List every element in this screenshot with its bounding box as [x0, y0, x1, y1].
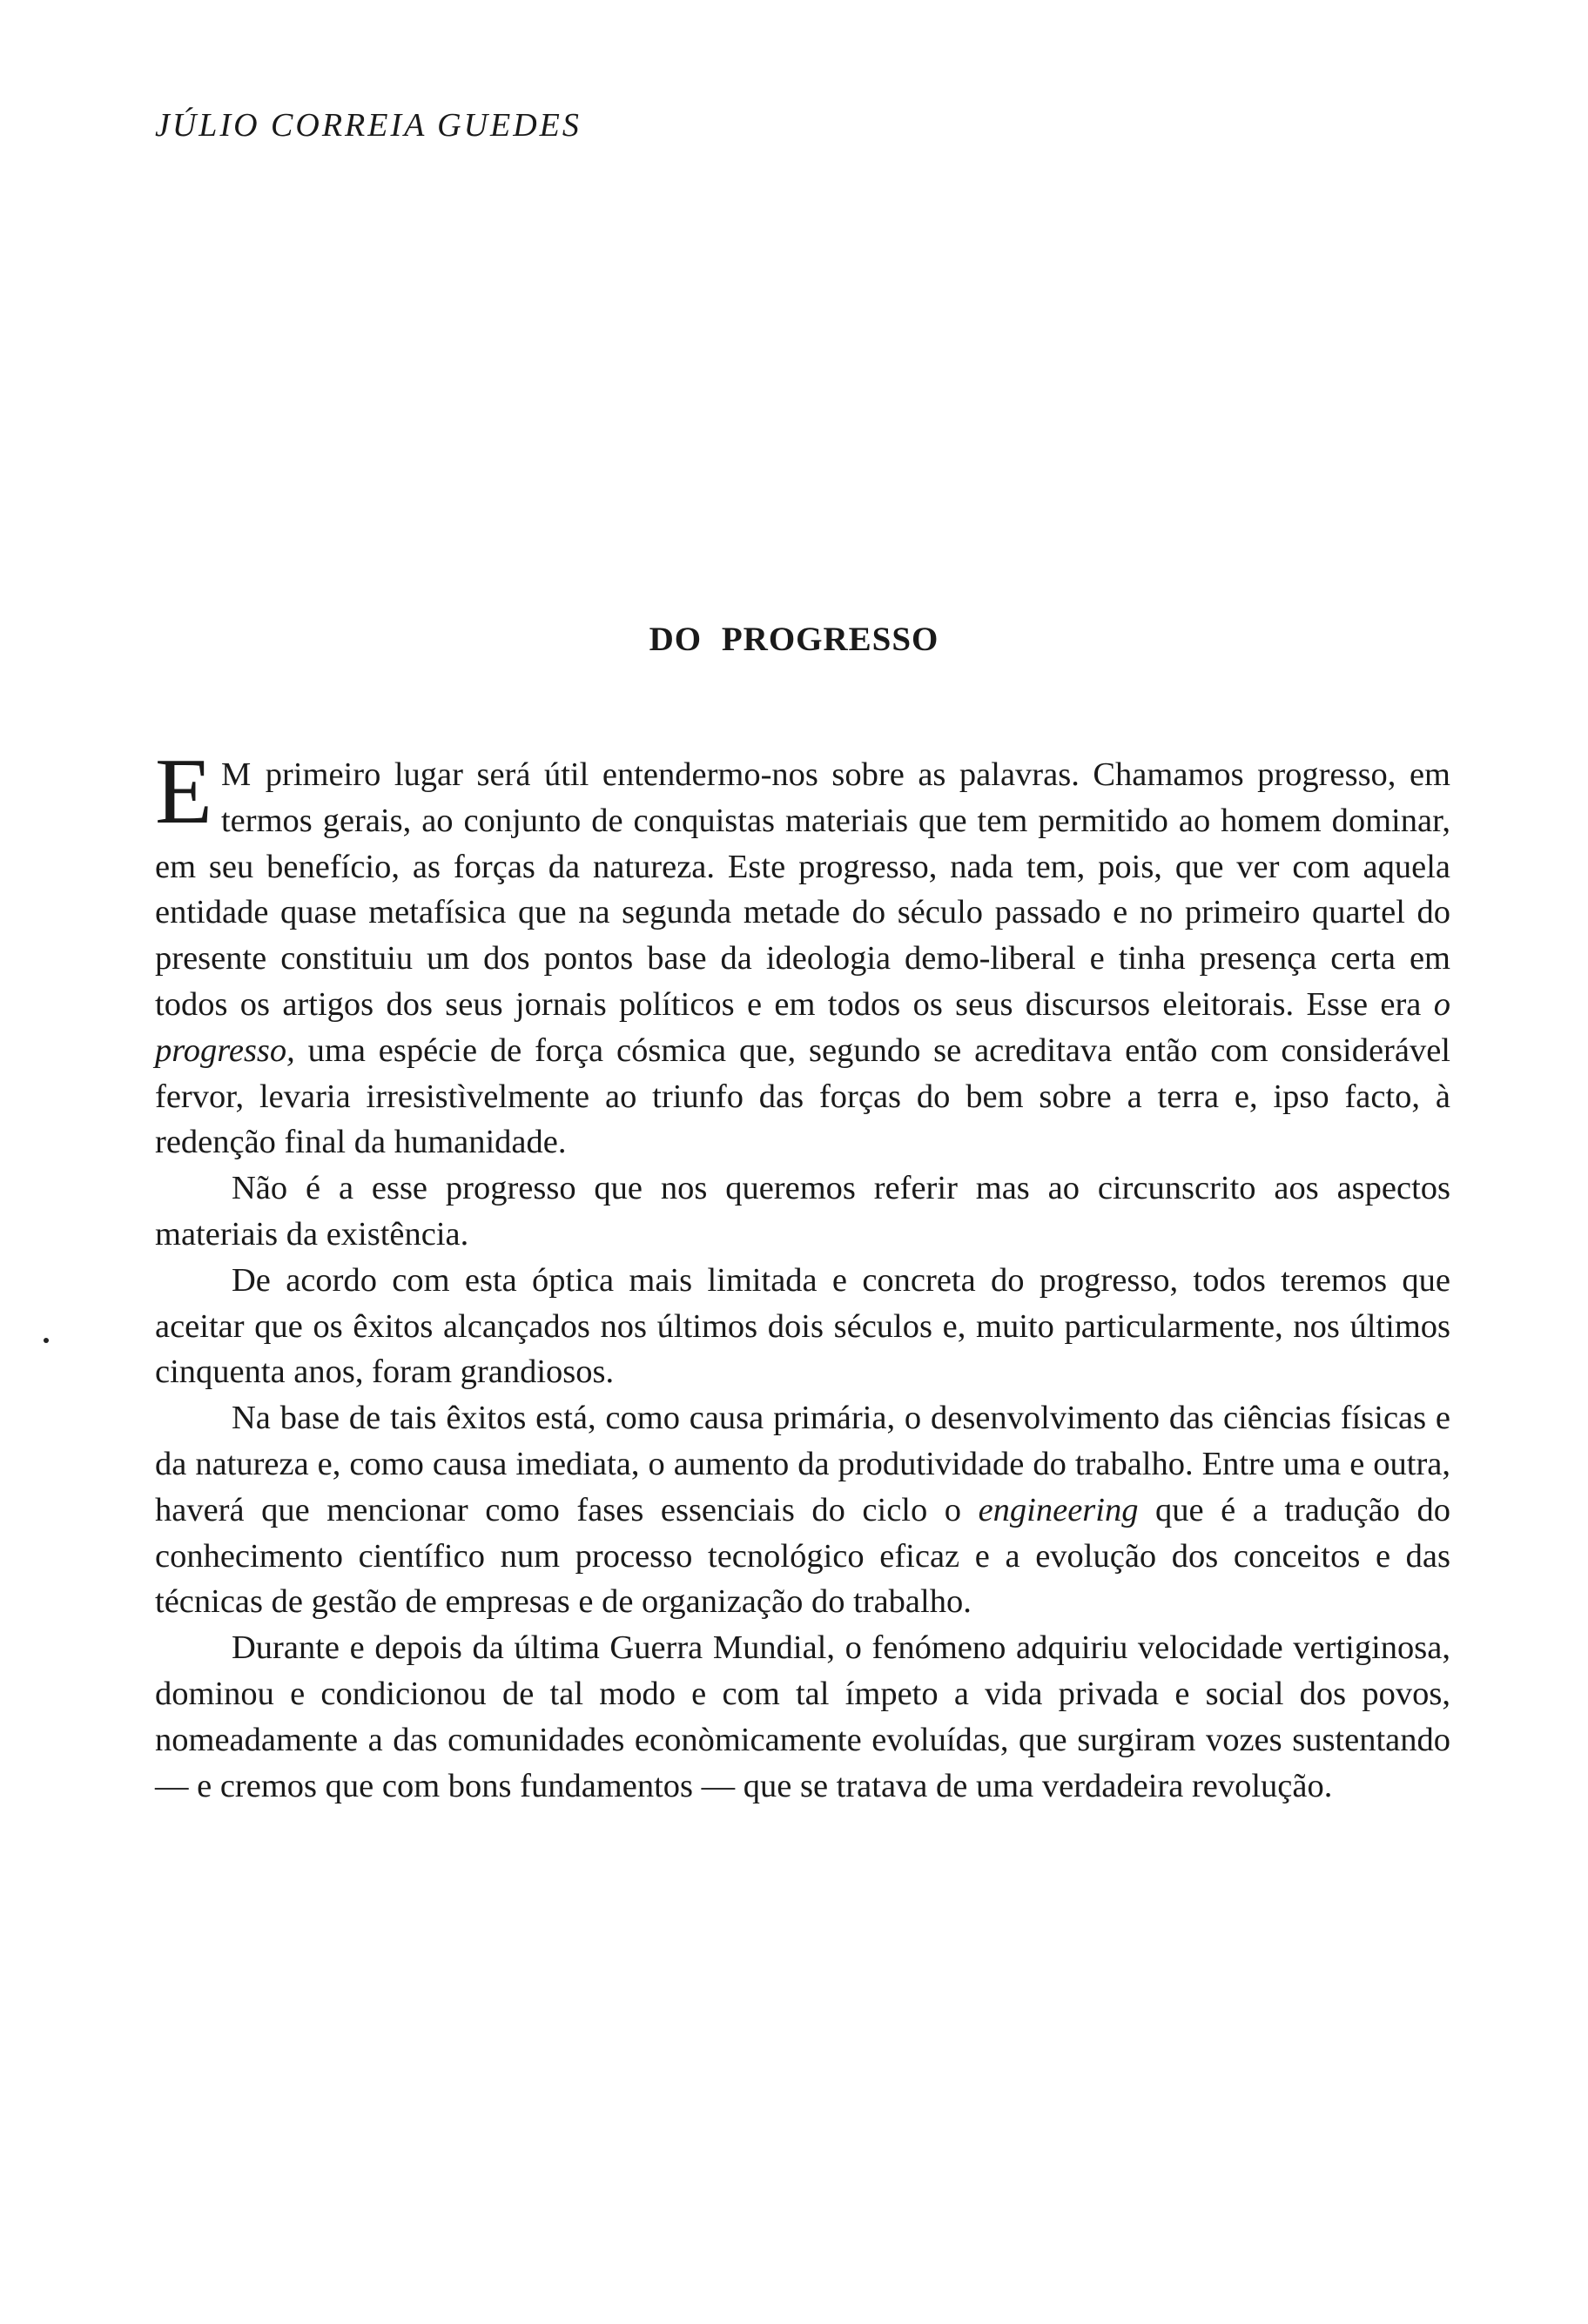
paragraph-2: Não é a esse progresso que nos queremos referir mas ao circunscrito aos aspectos materiais da existência.	[155, 1170, 1450, 1253]
paragraph-1-emphasis: o progresso,	[155, 985, 1450, 1069]
running-head: JÚLIO CORREIA GUEDES	[155, 107, 582, 144]
body-text	[155, 740, 1450, 1809]
paragraph-1	[155, 740, 1450, 1165]
paragraph-1-text-a: primeiro lugar será útil entendermo-nos sobre as palavras. Chamamos progresso, em termos gerais, ao conjunto de conquistas materiais que tem permitido ao homem dominar, em seu benefício, as forças da natureza. Este progresso, nada tem, pois, que ver com aquela entidade quase metafísica que na segunda metade do século passado e no primeiro quartel do presente constituiu um dos pontos base da ideologia demo-liberal e tinha presença certa em todos os artigos dos seus jornais políticos e em todos os seus discursos eleitorais. Esse era	[155, 756, 1450, 1023]
margin-dot	[44, 1338, 49, 1343]
paragraph-4-text-a: Na base de tais êxitos está, como causa primária, o desenvolvimento das ciências físicas e da natureza e, como causa imediata, o aumento da produtividade do trabalho. Entre uma e outra, haverá que mencionar como fases essenciais do ciclo o	[155, 1400, 1450, 1528]
paragraph-3: De acordo com esta óptica mais limitada e concreta do progresso, todos teremos que aceitar que os êxitos alcançados nos últimos dois séculos e, muito particularmente, nos últimos cinquenta anos, foram grandiosos.	[155, 1261, 1450, 1391]
paragraph-4-text-b: que é a tradução do conhecimento científico num processo tecnológico eficaz e a evolução dos conceitos e das técnicas de gestão de empresas e de organização do trabalho.	[155, 1491, 1450, 1621]
first-word-remainder: M	[220, 756, 252, 793]
paragraph-1-text-b: uma espécie de força cósmica que, segundo se acreditava então com considerável fervor, levaria irresistìvelmente ao triunfo das forças do bem sobre a terra e, ipso facto, à redenção final da humanidade.	[155, 1031, 1450, 1161]
drop-cap: E	[155, 740, 212, 843]
chapter-title: DO PROGRESSO	[649, 621, 939, 658]
paragraph-5: Durante e depois da última Guerra Mundial, o fenómeno adquiriu velocidade vertiginosa, dominou e condicionou de tal modo e com tal ímpeto a vida privada e social dos povos, nomeadamente a das comunidades econòmicamente evoluídas, que surgiram vozes sustentando — e cremos que com bons fundamentos — que se tratava de uma verdadeira revolução.	[155, 1629, 1450, 1804]
paragraph-4-emphasis: engineering	[978, 1491, 1139, 1528]
paragraph-4	[155, 1395, 1450, 1625]
